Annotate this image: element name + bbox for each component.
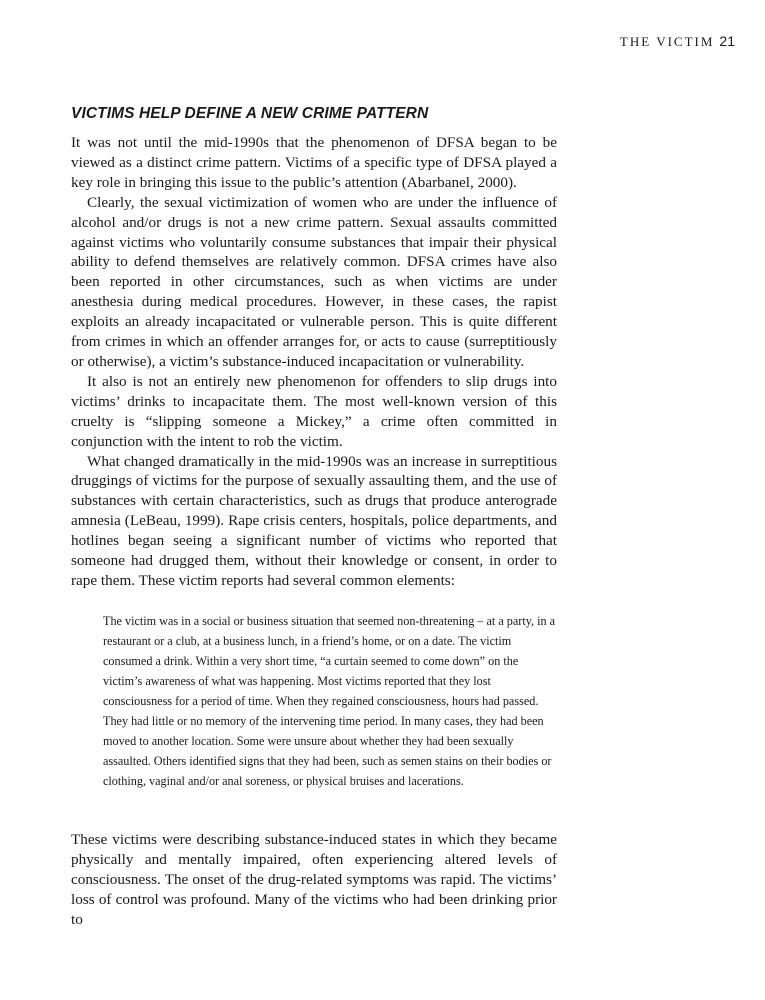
paragraph-1: It was not until the mid-1990s that the phenomenon of DFSA began to be viewed as a distinct crime pattern. Victims of a specific type of DFSA played a key role in bringing this issue to the public’s attention (Abarbanel, 2000).	[71, 134, 557, 191]
running-header	[620, 33, 735, 50]
paragraph-2: Clearly, the sexual victimization of women who are under the influence of alcohol and/or drugs is not a new crime pattern. Sexual assaults committed against victims who voluntarily consume substances that impair their physical ability to defend themselves are relatively common. DFSA crimes have also been reported in other circumstances, such as when victims are under anesthesia during medical procedures. However, in these cases, the rapist exploits an already incapacitated or vulnerable person. This is quite different from crimes in which an offender arranges for, or acts to cause (surreptitiously or otherwise), a victim’s substance-induced incapacitation or vulnerability.	[71, 193, 557, 370]
closing-paragraph: These victims were describing substance-induced states in which they became physically and mentally impaired, often experiencing altered levels of consciousness. The onset of the drug-related symptoms was rapid. The victims’ loss of control was profound. Many of the victims who had been drinking prior to	[71, 831, 557, 928]
page-number: 21	[719, 33, 735, 49]
body-text-continued	[71, 830, 557, 930]
paragraph-3: It also is not an entirely new phenomenon for offenders to slip drugs into victims’ drinks to incapacitate them. The most well-known version of this cruelty is “slipping someone a Mickey,” a crime often committed in conjunction with the intent to rob the victim.	[71, 372, 557, 450]
section-heading: VICTIMS HELP DEFINE A NEW CRIME PATTERN	[71, 105, 429, 122]
paragraph-4: What changed dramatically in the mid-1990s was an increase in surreptitious druggings of victims for the purpose of sexually assaulting them, and the use of substances with certain characteristics, such as drugs that produce anterograde amnesia (LeBeau, 1999). Rape crisis centers, hospitals, police departments, and hotlines began seeing a significant number of victims who reported that someone had drugged them, without their knowledge or consent, in order to rape them. These victim reports had several common elements:	[71, 452, 557, 589]
block-quote: The victim was in a social or business situation that seemed non-threatening – at a party, in a restaurant or a club, at a business lunch, in a friend’s home, or on a date. The victim consumed a drink. Within a very short time, “a curtain seemed to come down” on the victim’s awareness of what was happening. Most victims reported that they lost consciousness for a period of time. When they regained consciousness, hours had passed. They had little or no memory of the intervening time period. In many cases, they had been moved to another location. Some were unsure about whether they had been sexually assaulted. Others identified signs that they had been, such as semen stains on their bodies or clothing, vaginal and/or anal soreness, or physical bruises and lacerations.	[103, 614, 556, 788]
running-title: THE VICTIM	[619, 34, 715, 49]
body-text	[71, 133, 557, 591]
